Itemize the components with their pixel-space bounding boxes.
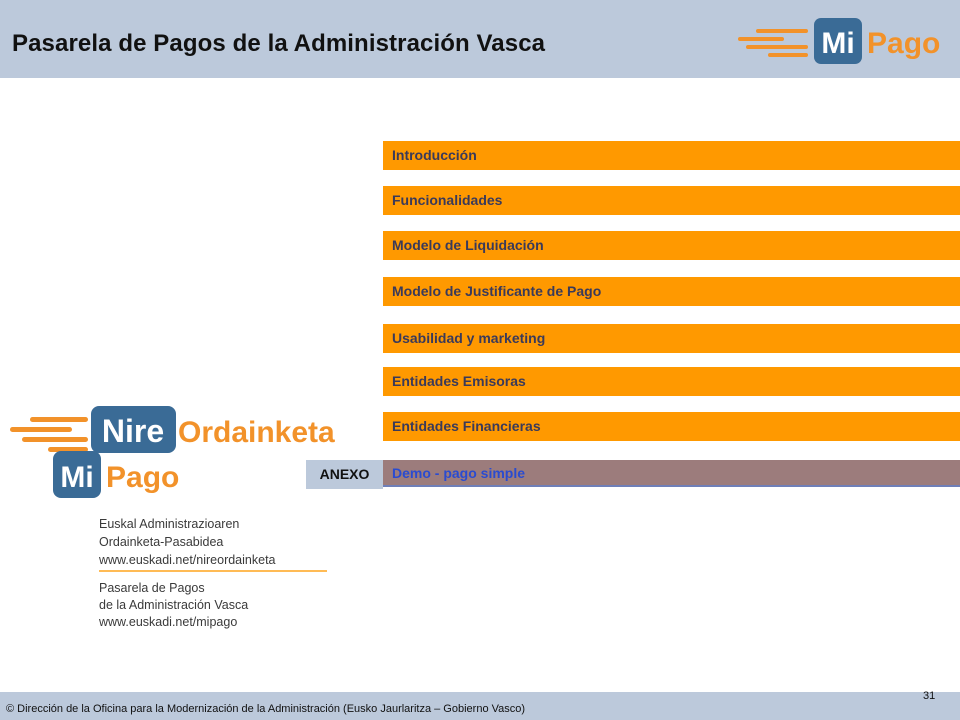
spanish-name-line1: Pasarela de Pagos <box>99 581 205 595</box>
menu-item-modelo-liquidacion[interactable]: Modelo de Liquidación <box>383 231 960 260</box>
mipago-logo <box>738 15 943 67</box>
basque-name-line1: Euskal Administrazioaren <box>99 517 240 531</box>
logo-nire-text: Nire <box>101 413 165 449</box>
menu-item-demo-pago-simple[interactable]: Demo - pago simple <box>383 460 960 487</box>
menu-item-usabilidad[interactable]: Usabilidad y marketing <box>383 324 960 353</box>
logo-ordainketa-text: Ordainketa <box>178 416 335 449</box>
nireordainketa-mipago-logo <box>8 400 358 500</box>
page-number: 31 <box>923 690 936 702</box>
menu-item-entidades-financieras[interactable]: Entidades Financieras <box>383 412 960 441</box>
menu-item-introduccion[interactable]: Introducción <box>383 141 960 170</box>
logo-mi-text: Mi <box>821 27 855 60</box>
menu-item-funcionalidades[interactable]: Funcionalidades <box>383 186 960 215</box>
menu-item-entidades-emisoras[interactable]: Entidades Emisoras <box>383 367 960 396</box>
spanish-name-line2: de la Administración Vasca <box>99 598 249 612</box>
page-title: Pasarela de Pagos de la Administración Vasca <box>12 30 546 57</box>
annex-label: ANEXO <box>306 460 383 489</box>
logo-pago-text: Pago <box>867 27 941 60</box>
footer-bar <box>0 692 960 720</box>
logo-pago2-text: Pago <box>106 461 180 494</box>
separator-line <box>99 570 327 572</box>
spanish-url[interactable]: www.euskadi.net/mipago <box>99 615 238 629</box>
footer-copyright: © Dirección de la Oficina para la Modernización de la Administración (Eusko Jaurlaritza – Gobierno Vasco) <box>6 703 526 715</box>
basque-name-line2: Ordainketa-Pasabidea <box>99 535 224 549</box>
header-bar <box>0 0 960 78</box>
logo-mi2-text: Mi <box>60 461 94 494</box>
menu-item-modelo-justificante[interactable]: Modelo de Justificante de Pago <box>383 277 960 306</box>
basque-url[interactable]: www.euskadi.net/nireordainketa <box>99 553 276 567</box>
